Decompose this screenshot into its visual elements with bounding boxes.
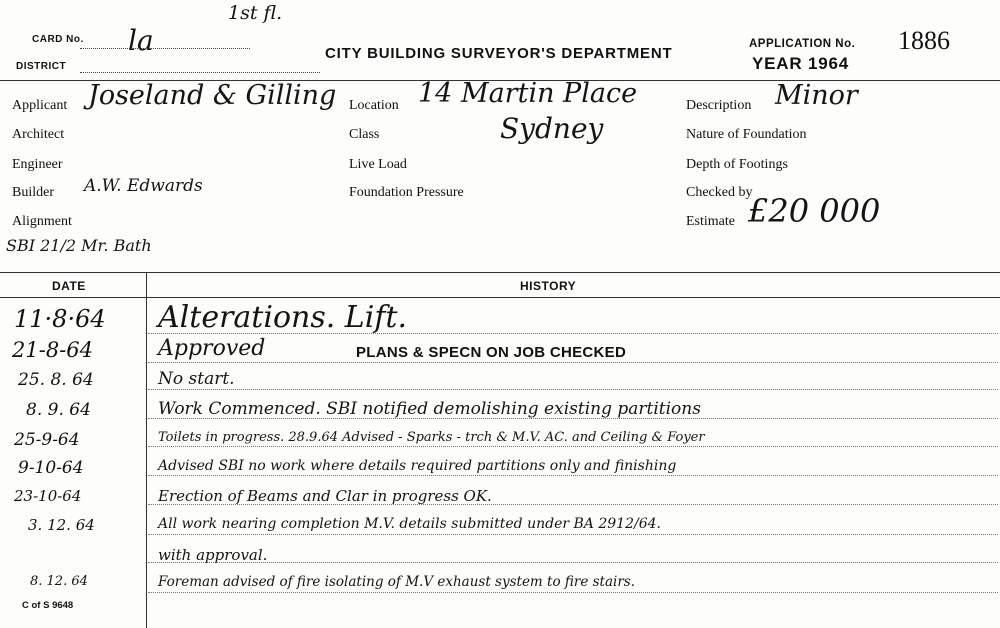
history-date: 3. 12. 64 <box>28 516 95 534</box>
history-date: 25-9-64 <box>14 430 80 450</box>
depth-of-footings-label: Depth of Footings <box>686 157 788 172</box>
date-header: DATE <box>52 279 86 293</box>
alignment-label: Alignment <box>12 214 72 229</box>
card-no-line <box>80 48 250 49</box>
checked-stamp: PLANS & SPECN ON JOB CHECKED <box>356 344 627 361</box>
history-entry: Toilets in progress. 28.9.64 Advised - Sparks - trch & M.V. AC. and Ceiling & Foyer <box>158 430 705 445</box>
district-line <box>80 72 320 73</box>
location-label: Location <box>349 98 399 113</box>
architect-label: Architect <box>12 127 65 142</box>
history-date: 9-10-64 <box>18 458 84 478</box>
live-load-label: Live Load <box>349 157 407 172</box>
history-entry: Advised SBI no work where details required partitions only and finishing <box>158 458 677 474</box>
class-value: Sydney <box>500 112 604 145</box>
district-label: DISTRICT <box>16 61 67 72</box>
history-header: HISTORY <box>520 279 577 293</box>
history-entry: All work nearing completion M.V. details submitted under BA 2912/64. <box>158 516 661 532</box>
history-top-divider <box>0 272 1000 273</box>
class-label: Class <box>349 127 380 142</box>
location-value: 14 Martin Place <box>418 78 638 109</box>
card-no-label: CARD No. <box>32 34 84 45</box>
checked-by-label: Checked by <box>686 185 753 200</box>
history-entry: Erection of Beams and Clar in progress OK. <box>158 487 492 505</box>
estimate-value: £20 000 <box>748 192 881 230</box>
history-entry: Foreman advised of fire isolating of M.V exhaust system to fire stairs. <box>158 574 636 590</box>
history-header-divider <box>0 297 1000 298</box>
history-date: 11·8·64 <box>14 305 106 333</box>
applicant-value: Joseland & Gilling <box>88 80 337 111</box>
estimate-label: Estimate <box>686 214 735 229</box>
foundation-pressure-label: Foundation Pressure <box>349 185 464 200</box>
form-code: C of S 9648 <box>22 600 74 611</box>
history-date: 21-8-64 <box>12 338 93 362</box>
description-label: Description <box>686 98 752 113</box>
date-column-divider <box>146 272 147 628</box>
applicant-label: Applicant <box>12 98 68 113</box>
history-entry: Work Commenced. SBI notified demolishing existing partitions <box>158 399 701 419</box>
top-note: 1st fl. <box>228 2 283 24</box>
department-title: CITY BUILDING SURVEYOR'S DEPARTMENT <box>325 45 673 62</box>
side-note: SBI 21/2 Mr. Bath <box>6 236 152 255</box>
description-value: Minor <box>775 80 858 111</box>
history-entry: with approval. <box>158 546 268 564</box>
history-date: 8. 9. 64 <box>26 400 91 420</box>
history-date: 25. 8. 64 <box>18 370 94 390</box>
engineer-label: Engineer <box>12 157 63 172</box>
history-entry: Alterations. Lift. <box>158 300 408 335</box>
application-label: APPLICATION No. <box>749 38 856 50</box>
builder-label: Builder <box>12 185 54 200</box>
history-date: 8. 12. 64 <box>30 574 88 589</box>
history-entry: Approved <box>158 336 266 361</box>
builder-value: A.W. Edwards <box>84 176 203 196</box>
nature-of-foundation-label: Nature of Foundation <box>686 127 807 142</box>
history-date: 23-10-64 <box>14 487 82 505</box>
year-label: YEAR 1964 <box>752 54 849 73</box>
application-number: 1886 <box>898 26 950 55</box>
history-entry: No start. <box>158 369 235 389</box>
card-no-value: la <box>128 24 154 57</box>
